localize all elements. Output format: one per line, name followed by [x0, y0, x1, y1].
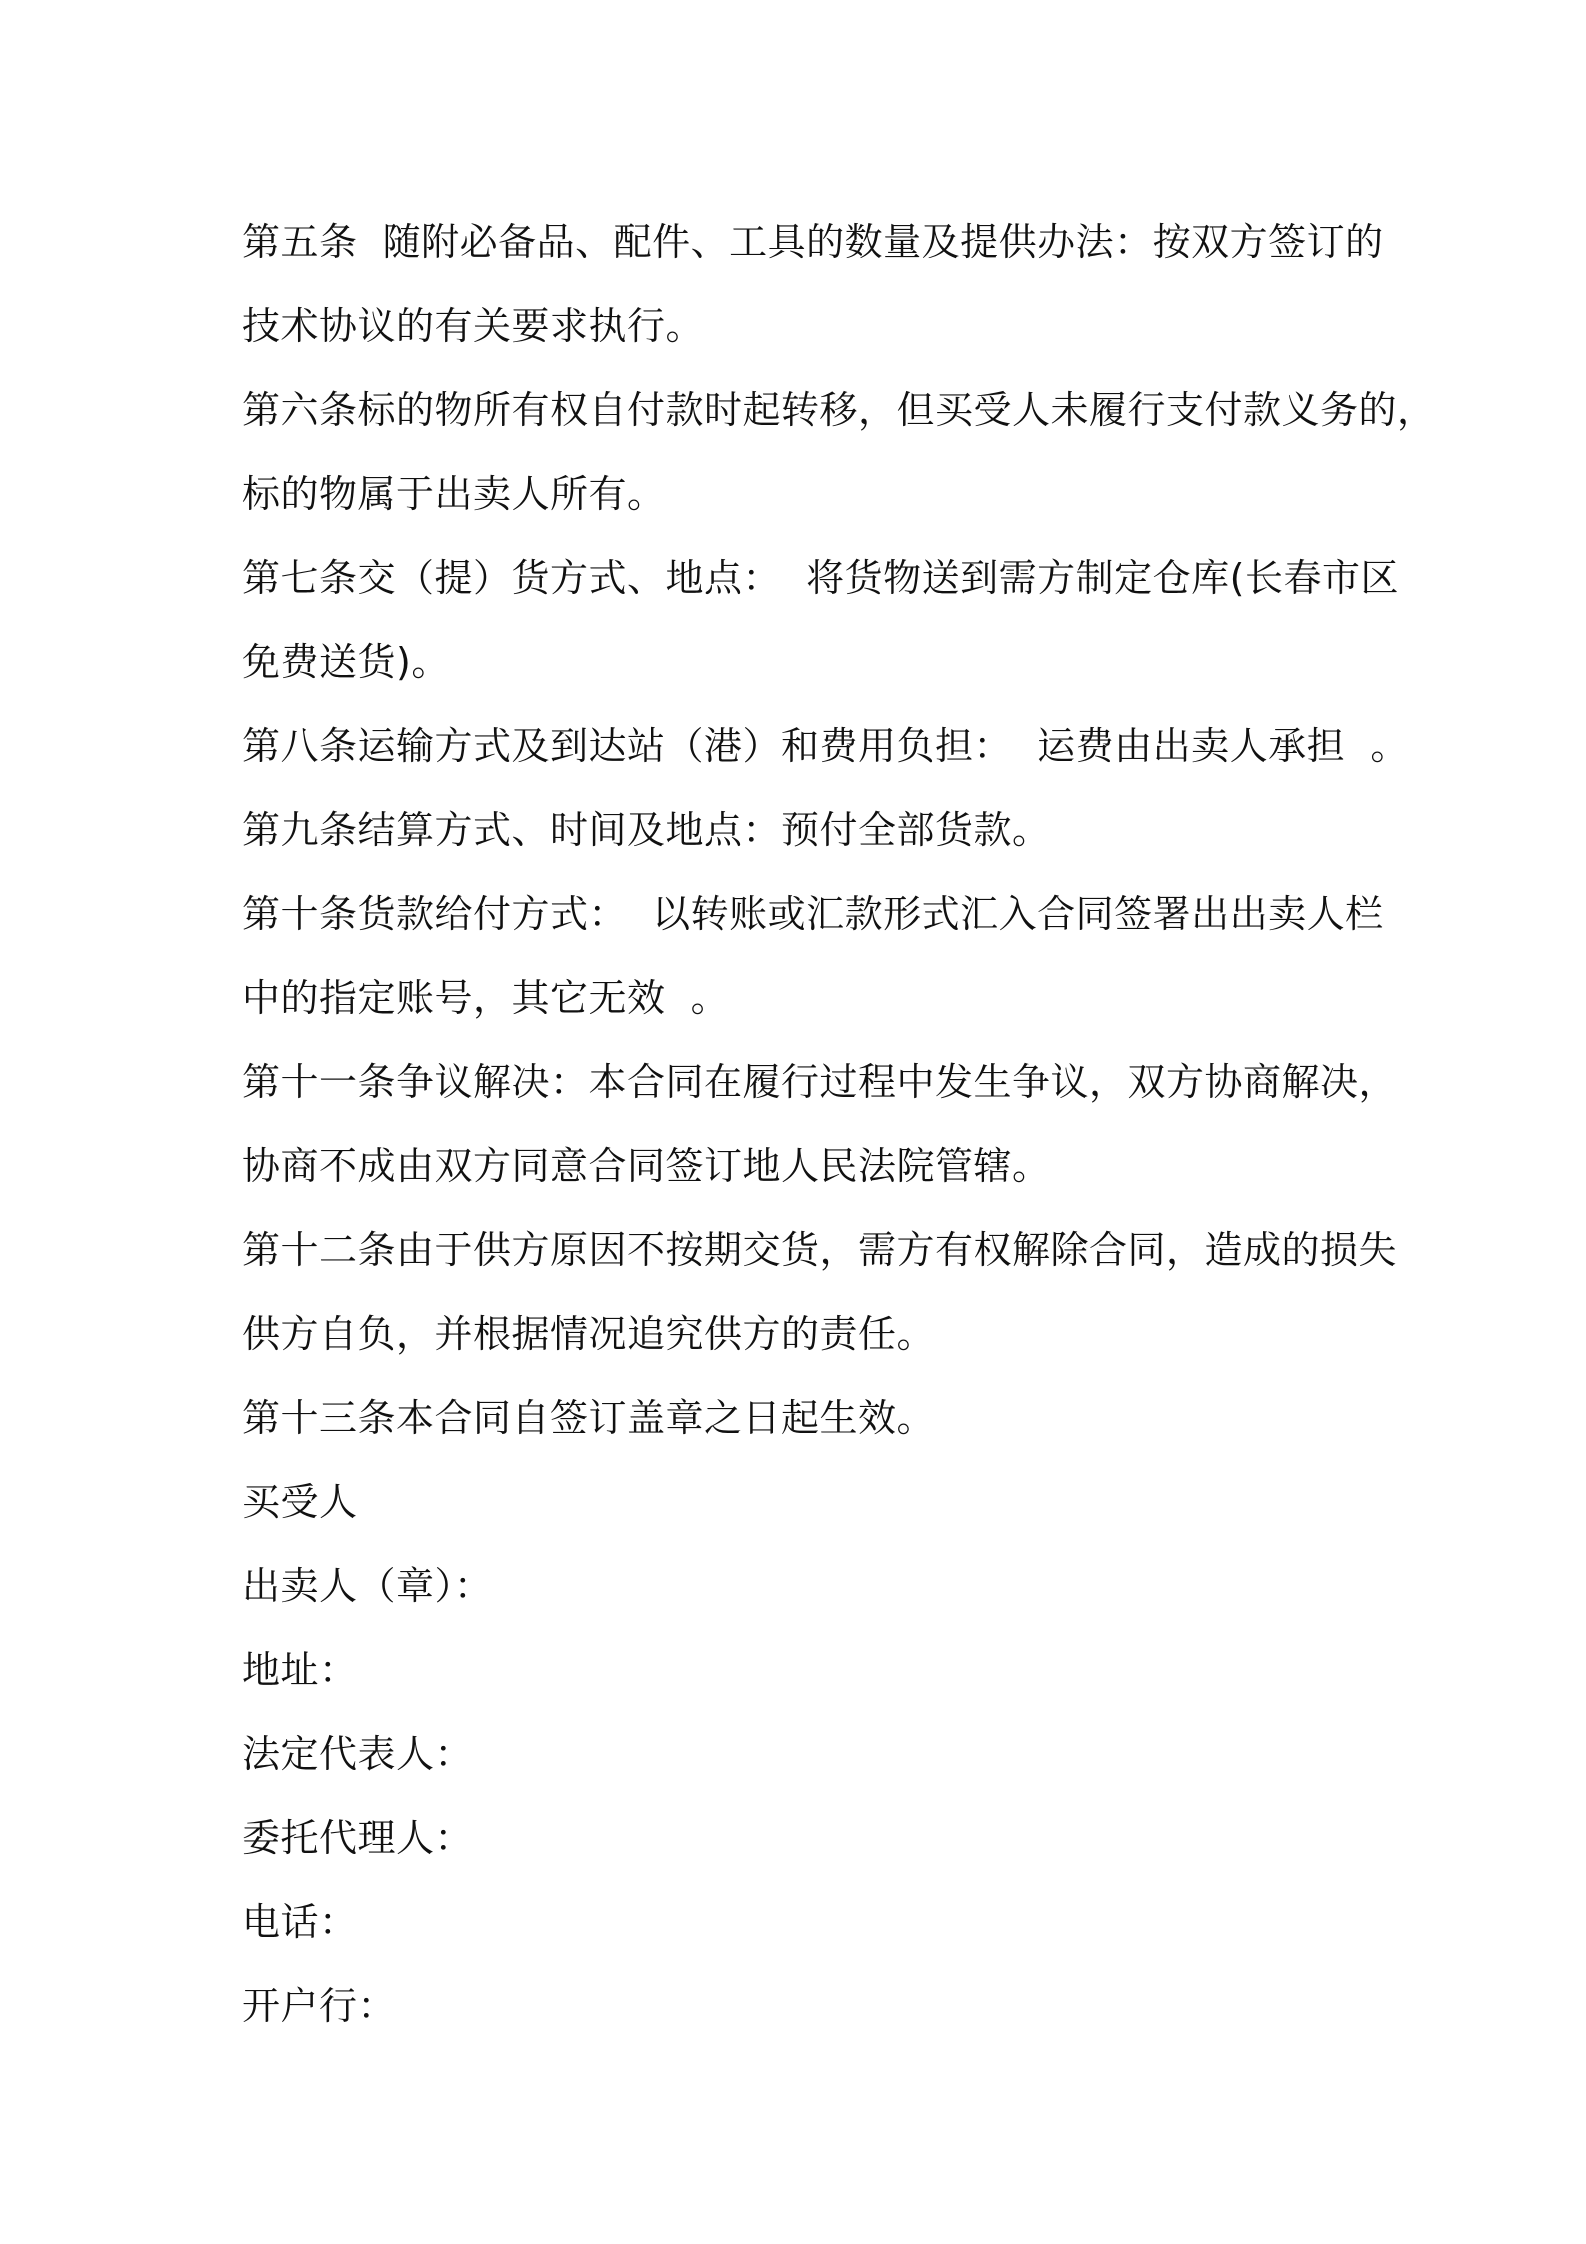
phone-label: 电话：	[242, 1900, 358, 1944]
legal-representative-label: 法定代表人：	[242, 1732, 474, 1776]
article-7-line-2: 免费送货)。	[242, 640, 450, 684]
article-5-line-2: 技术协议的有关要求执行。	[242, 304, 705, 348]
authorized-agent-label: 委托代理人：	[242, 1816, 474, 1860]
article-5-line-1: 第五条 随附必备品、配件、工具的数量及提供办法：按双方签订的	[242, 220, 1384, 264]
seller-seal-label: 出卖人（章）：	[242, 1564, 493, 1608]
article-10-line-2: 中的指定账号，其它无效 。	[242, 976, 730, 1020]
document-page	[242, 200, 1436, 2048]
bank-label: 开户行：	[242, 1984, 397, 2028]
article-12-line-2: 供方自负，并根据情况追究供方的责任。	[242, 1312, 936, 1356]
buyer-label: 买受人	[242, 1480, 358, 1524]
article-12-line-1: 第十二条由于供方原因不按期交货，需方有权解除合同，造成的损失	[242, 1228, 1398, 1272]
article-6-line-1: 第六条标的物所有权自付款时起转移，但买受人未履行支付款义务的，	[242, 388, 1436, 432]
article-7-line-1: 第七条交（提）货方式、地点： 将货物送到需方制定仓库(长春市区	[242, 556, 1399, 600]
article-10-line-1: 第十条货款给付方式： 以转账或汇款形式汇入合同签署出出卖人栏	[242, 892, 1384, 936]
article-9-line: 第九条结算方式、时间及地点：预付全部货款。	[242, 808, 1051, 852]
article-13-line: 第十三条本合同自签订盖章之日起生效。	[242, 1396, 936, 1440]
article-8-line: 第八条运输方式及到达站（港）和费用负担： 运费由出卖人承担 。	[242, 724, 1409, 768]
article-11-line-2: 协商不成由双方同意合同签订地人民法院管辖。	[242, 1144, 1051, 1188]
article-11-line-1: 第十一条争议解决：本合同在履行过程中发生争议，双方协商解决，	[242, 1060, 1398, 1104]
article-6-line-2: 标的物属于出卖人所有。	[242, 472, 666, 516]
address-label: 地址：	[242, 1648, 358, 1692]
